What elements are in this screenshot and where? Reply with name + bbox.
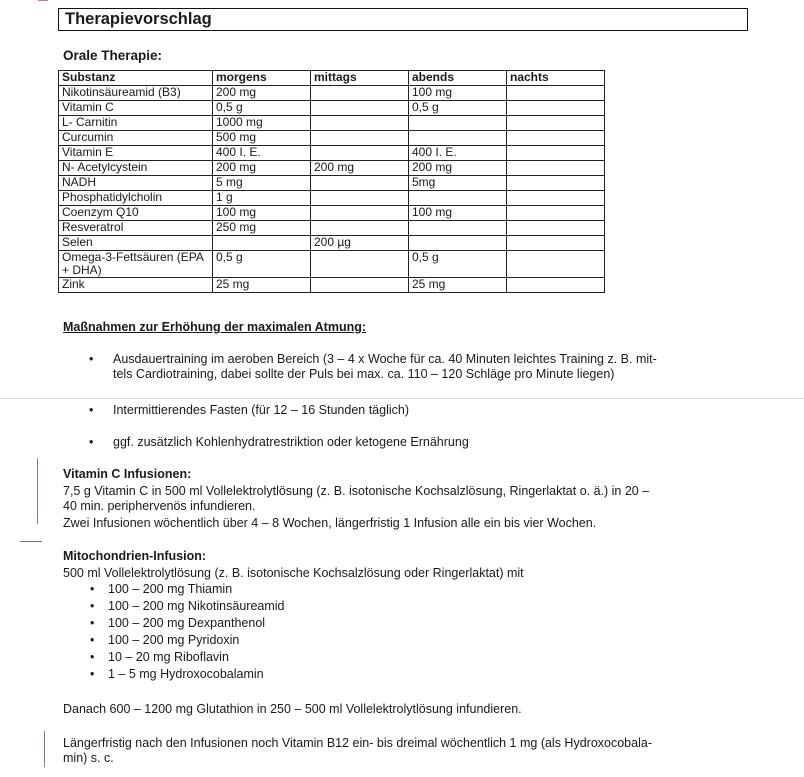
margin-mark	[44, 731, 45, 767]
bullet: •	[89, 352, 94, 366]
table-cell	[507, 191, 605, 206]
table-cell	[409, 221, 507, 236]
table-cell	[507, 146, 605, 161]
list-item-text: ggf. zusätzlich Kohlenhydratrestriktion oder ketogene Ernährung	[113, 435, 469, 449]
list-item: • 100 – 200 mg Dexpanthenol	[90, 616, 266, 630]
bullet: •	[89, 435, 94, 449]
table-row	[59, 86, 605, 101]
table-cell	[507, 236, 605, 251]
mito-heading: Mitochondrien-Infusion:	[63, 549, 207, 563]
table-row	[59, 191, 605, 206]
list-item: • 100 – 200 mg Thiamin	[90, 582, 233, 596]
margin-dash	[20, 541, 42, 542]
table-cell	[409, 131, 507, 146]
table-row	[59, 101, 605, 116]
table-cell: Coenzym Q10	[59, 206, 213, 221]
table-cell: 250 mg	[213, 221, 311, 236]
list-item-text: tels Cardiotraining, dabei sollte der Puls bei max. ca. 110 – 120 Schläge pro Minute liegen)	[113, 367, 615, 381]
table-row	[59, 161, 605, 176]
table-cell: 200 mg	[311, 161, 409, 176]
table-header-row	[59, 71, 605, 86]
vitc-line: 40 min. periphervenös infundieren.	[63, 499, 256, 513]
table-cell	[507, 278, 605, 293]
list-item: • 100 – 200 mg Nikotinsäureamid	[90, 599, 285, 613]
table-cell: 0,5 g	[409, 251, 507, 278]
table-cell: NADH	[59, 176, 213, 191]
table-row	[59, 131, 605, 146]
corner-mark	[38, 0, 48, 3]
table-cell	[507, 206, 605, 221]
col-header: abends	[409, 71, 507, 86]
table-cell	[213, 236, 311, 251]
scan-line	[0, 398, 804, 399]
table-cell	[311, 86, 409, 101]
list-item-text: 10 – 20 mg Riboflavin	[108, 650, 229, 664]
mito-after: Danach 600 – 1200 mg Glutathion in 250 – 500 ml Vollelektrolytlösung infundieren.	[63, 702, 522, 716]
table-cell: Selen	[59, 236, 213, 251]
table-row	[59, 116, 605, 131]
list-item: • 1 – 5 mg Hydroxocobalamin	[90, 667, 264, 681]
list-item-text: 100 – 200 mg Nikotinsäureamid	[108, 599, 285, 613]
table-cell: Omega-3-Fettsäuren (EPA + DHA)	[59, 251, 213, 278]
bullet: •	[89, 403, 94, 417]
table-cell	[507, 86, 605, 101]
table-row	[59, 221, 605, 236]
table-cell	[311, 191, 409, 206]
table-cell	[507, 251, 605, 278]
table-cell: Curcumin	[59, 131, 213, 146]
table-row	[59, 278, 605, 293]
table-cell	[409, 236, 507, 251]
list-item-text: 100 – 200 mg Thiamin	[108, 582, 233, 596]
oral-therapy-table	[58, 70, 605, 293]
table-cell: Vitamin C	[59, 101, 213, 116]
list-item: • 10 – 20 mg Riboflavin	[90, 650, 229, 664]
list-item-text: 1 – 5 mg Hydroxocobalamin	[108, 667, 264, 681]
table-cell: 0,5 g	[409, 101, 507, 116]
table-cell: 100 mg	[409, 86, 507, 101]
table-cell: 100 mg	[409, 206, 507, 221]
table-row	[59, 251, 605, 278]
table-cell	[507, 161, 605, 176]
table-cell: 5mg	[409, 176, 507, 191]
table-cell: 0,5 g	[213, 101, 311, 116]
table-cell: 400 I. E.	[213, 146, 311, 161]
table-cell	[507, 116, 605, 131]
table-cell: 1 g	[213, 191, 311, 206]
oral-heading: Orale Therapie:	[63, 48, 163, 63]
table-cell: N- Acetylcystein	[59, 161, 213, 176]
list-item-text: Ausdauertraining im aeroben Bereich (3 – 4 x Woche für ca. 40 Minuten leichtes Training z. B. mit-	[113, 352, 657, 366]
table-row	[59, 206, 605, 221]
list-item: • 100 – 200 mg Pyridoxin	[90, 633, 240, 647]
table-row	[59, 146, 605, 161]
list-item-text: 100 – 200 mg Pyridoxin	[108, 633, 240, 647]
col-header: mittags	[311, 71, 409, 86]
table-cell	[311, 101, 409, 116]
table-cell	[311, 251, 409, 278]
list-item-text: 100 – 200 mg Dexpanthenol	[108, 616, 266, 630]
table-cell: Phosphatidylcholin	[59, 191, 213, 206]
table-row	[59, 236, 605, 251]
table-cell: 200 µg	[311, 236, 409, 251]
mito-long: min) s. c.	[63, 751, 114, 765]
table-cell: 200 mg	[213, 161, 311, 176]
mito-long: Längerfristig nach den Infusionen noch Vitamin B12 ein- bis dreimal wöchentlich 1 mg (als Hydroxocobala-	[63, 736, 652, 750]
list-item	[89, 403, 769, 419]
table-cell: 1000 mg	[213, 116, 311, 131]
atmung-heading: Maßnahmen zur Erhöhung der maximalen Atmung:	[63, 320, 367, 334]
table-cell	[311, 116, 409, 131]
table-cell: 200 mg	[213, 86, 311, 101]
table-cell: 100 mg	[213, 206, 311, 221]
table-cell	[311, 206, 409, 221]
table-cell: 5 mg	[213, 176, 311, 191]
list-item	[89, 435, 769, 451]
table-row	[59, 176, 605, 191]
table-cell: Nikotinsäureamid (B3)	[59, 86, 213, 101]
table-cell: 25 mg	[409, 278, 507, 293]
col-header: morgens	[213, 71, 311, 86]
table-cell	[507, 176, 605, 191]
margin-mark	[37, 458, 38, 524]
table-cell: Resveratrol	[59, 221, 213, 236]
table-cell	[311, 278, 409, 293]
table-cell: 200 mg	[409, 161, 507, 176]
table-cell	[507, 131, 605, 146]
table-cell: 400 I. E.	[409, 146, 507, 161]
vitc-line: 7,5 g Vitamin C in 500 ml Vollelektrolytlösung (z. B. isotonische Kochsalzlösung, Ringerlaktat o. ä.) in 20 –	[63, 484, 650, 498]
table-cell	[507, 221, 605, 236]
table-cell	[409, 191, 507, 206]
col-header: nachts	[507, 71, 605, 86]
vitc-heading: Vitamin C Infusionen:	[63, 467, 192, 481]
table-cell	[311, 176, 409, 191]
table-cell: Vitamin E	[59, 146, 213, 161]
table-cell	[507, 101, 605, 116]
table-cell: 500 mg	[213, 131, 311, 146]
col-header: Substanz	[59, 71, 213, 86]
list-item	[89, 352, 769, 382]
page-title: Therapievorschlag	[58, 8, 748, 31]
table-cell	[311, 146, 409, 161]
table-cell: Zink	[59, 278, 213, 293]
table-cell: L- Carnitin	[59, 116, 213, 131]
list-item-text: Intermittierendes Fasten (für 12 – 16 Stunden täglich)	[113, 403, 409, 417]
mito-intro: 500 ml Vollelektrolytlösung (z. B. isotonische Kochsalzlösung oder Ringerlaktat) mit	[63, 566, 524, 580]
table-cell	[311, 221, 409, 236]
table-cell: 25 mg	[213, 278, 311, 293]
table-cell	[311, 131, 409, 146]
table-cell: 0,5 g	[213, 251, 311, 278]
vitc-line: Zwei Infusionen wöchentlich über 4 – 8 Wochen, längerfristig 1 Infusion alle ein bis vier Wochen.	[63, 516, 597, 530]
table-cell	[409, 116, 507, 131]
